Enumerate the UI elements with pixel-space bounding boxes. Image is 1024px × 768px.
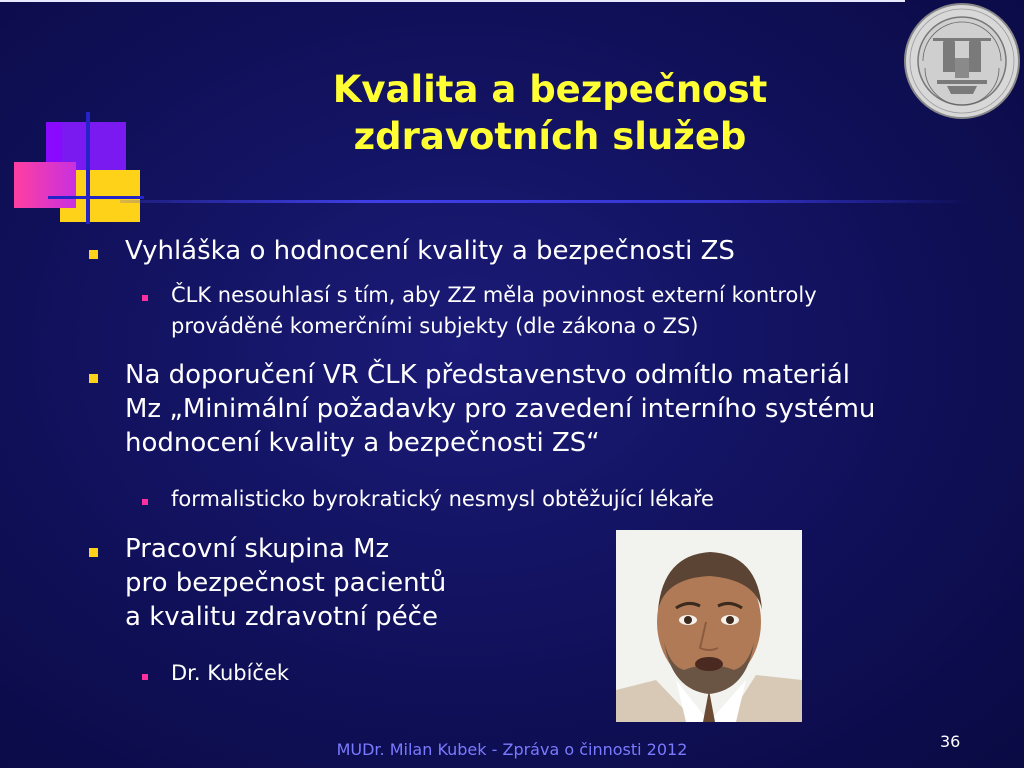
sub-bullet-marker-3 [142,674,148,680]
portrait-photo [616,530,802,722]
deco-line-horizontal [48,196,144,199]
sub-bullet-1-line-1: ČLK nesouhlasí s tím, aby ZZ měla povinnost externí kontroly [171,283,817,307]
bullet-3-line-1: Pracovní skupina Mz [125,534,390,564]
sub-bullet-2-line-1: formalisticko byrokratický nesmysl obtěžující lékaře [171,487,714,511]
university-seal-icon [903,2,1021,120]
sub-bullet-1 [171,280,817,342]
title-line-2: zdravotních služeb [353,115,747,158]
page-number: 36 [940,732,961,751]
sub-bullet-marker-2 [142,499,148,505]
top-border-line [0,0,905,2]
title-line-1: Kvalita a bezpečnost [332,68,768,111]
bullet-marker-1 [89,250,98,259]
bullet-2-line-3: hodnocení kvality a bezpečnosti ZS“ [125,428,600,458]
sub-bullet-1-line-2: prováděné komerčními subjekty (dle zákona o ZS) [171,314,699,338]
bullet-3 [125,532,446,634]
slide-title [250,66,850,160]
deco-square-pink [14,162,76,208]
bullet-1-line-1: Vyhláška o hodnocení kvality a bezpečnosti ZS [125,236,735,266]
bullet-marker-2 [89,374,98,383]
sub-bullet-marker-1 [142,295,148,301]
title-divider [120,200,970,203]
sub-bullet-3 [171,658,289,689]
slide-footer: MUDr. Milan Kubek - Zpráva o činnosti 2012 [336,740,688,759]
deco-line-vertical [86,112,90,224]
bullet-3-line-2: pro bezpečnost pacientů [125,568,447,598]
sub-bullet-2 [171,484,714,515]
bullet-2-line-1: Na doporučení VR ČLK představenstvo odmítlo materiál [125,360,850,390]
bullet-2-line-2: Mz „Minimální požadavky pro zavedení interního systému [125,394,876,424]
bullet-2 [125,358,875,460]
sub-bullet-3-line-1: Dr. Kubíček [171,661,290,685]
bullet-marker-3 [89,548,98,557]
bullet-3-line-3: a kvalitu zdravotní péče [125,602,438,632]
bullet-1 [125,234,735,268]
